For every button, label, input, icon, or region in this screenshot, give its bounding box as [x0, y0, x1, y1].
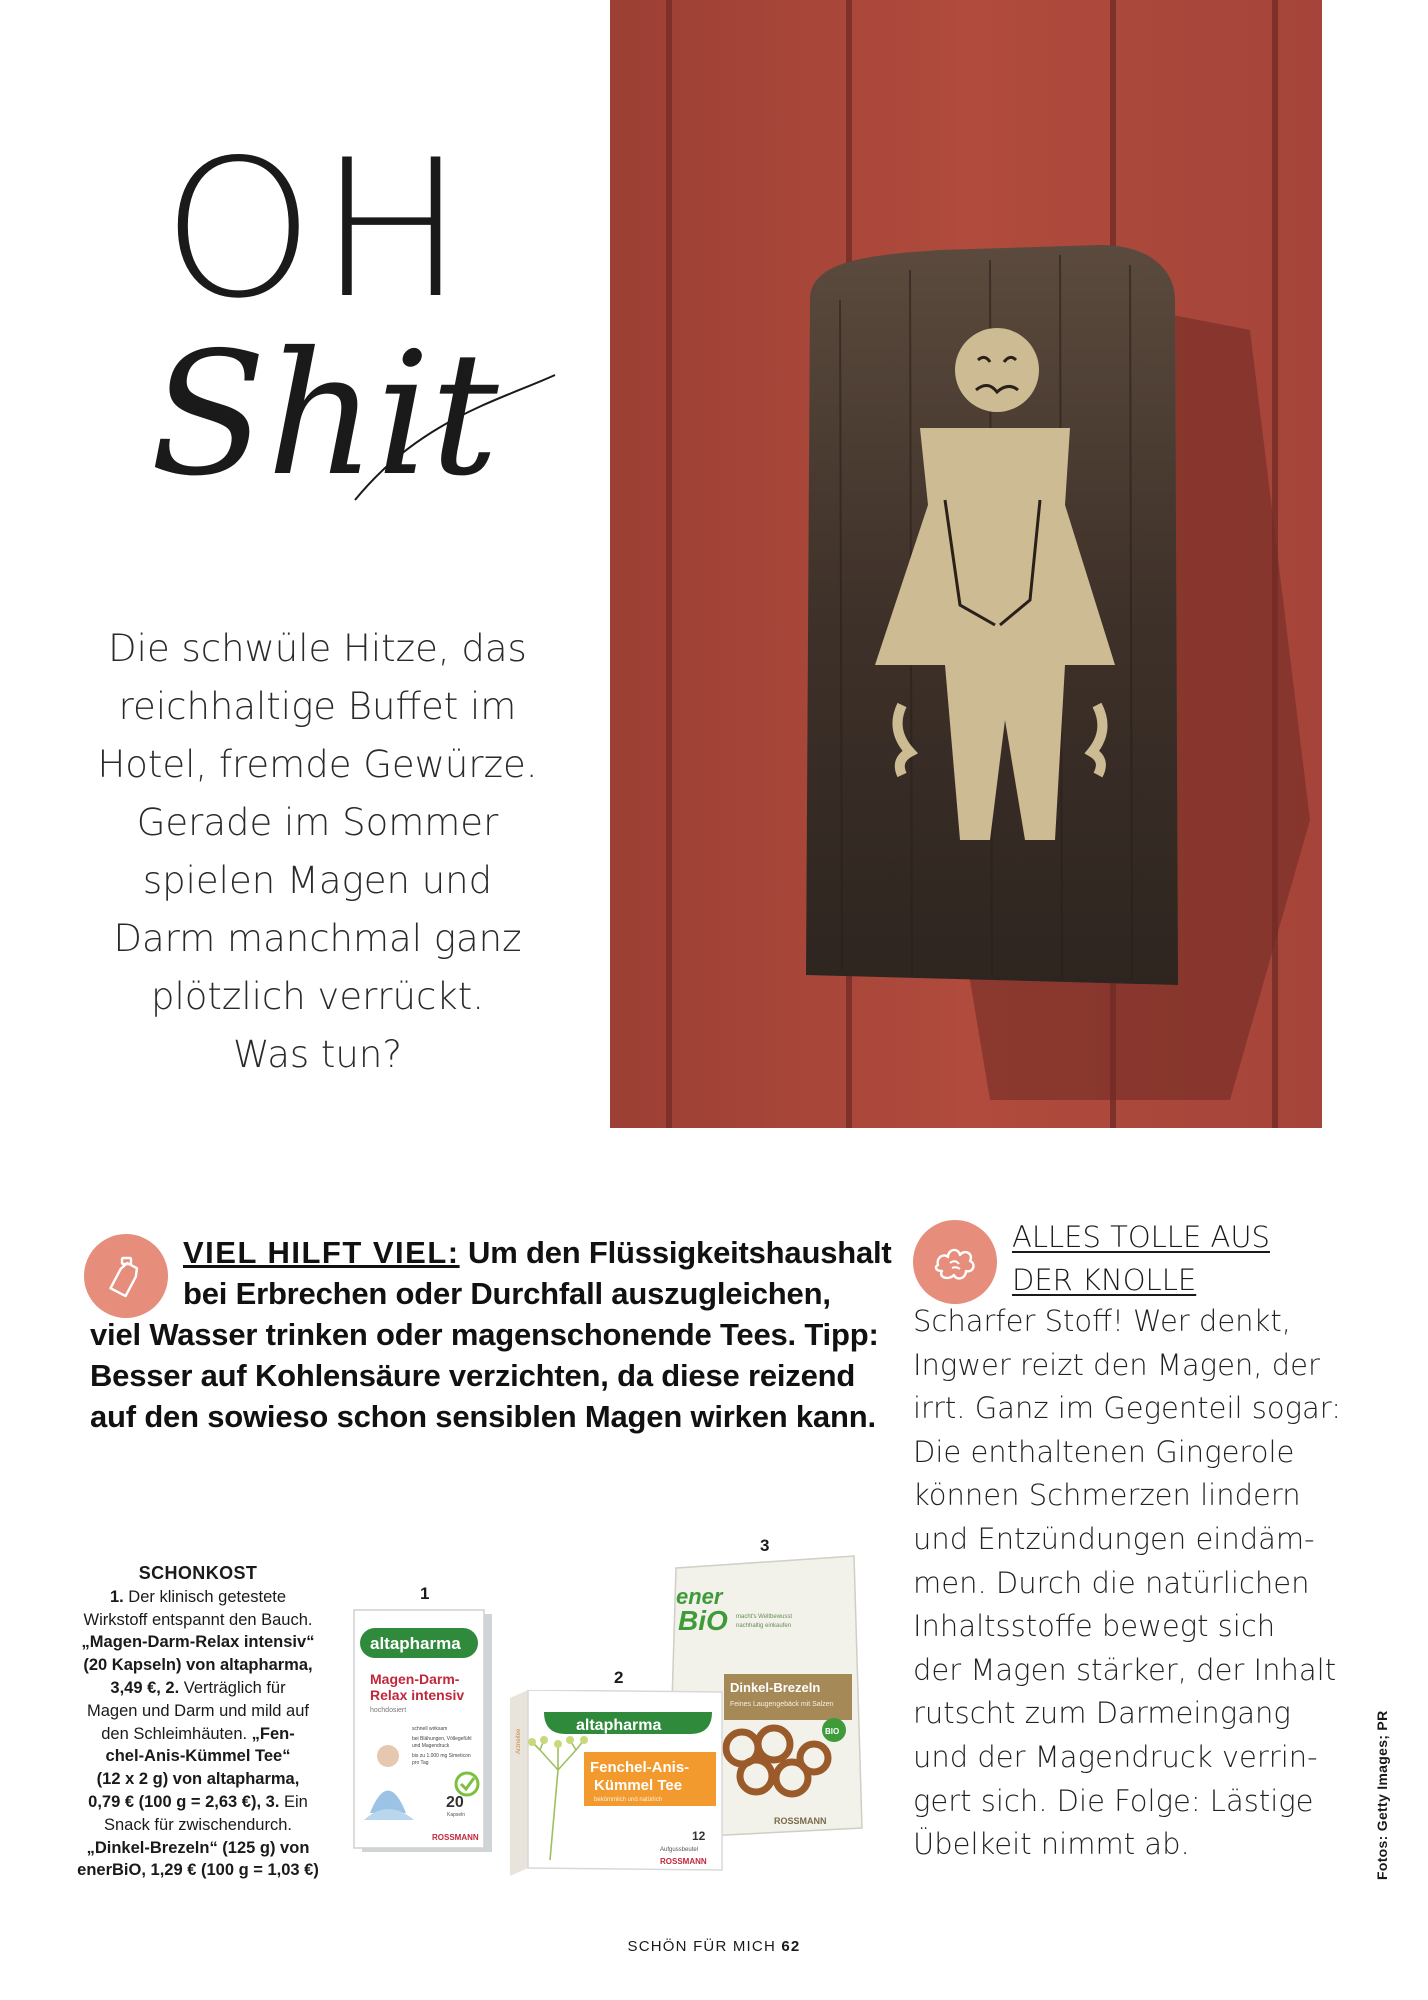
tip-line-text: Um den Flüssigkeitshaushalt — [459, 1235, 892, 1270]
caption-line: 3,49 €, 2. Verträglich für — [110, 1678, 286, 1697]
product-2-side-label: Arzneitee — [516, 1728, 522, 1754]
pretzel-product-sub: Feines Laugengebäck mit Salzen — [730, 1701, 834, 1708]
tip-first-line — [90, 1232, 892, 1273]
caption-line: Magen und Darm und mild auf — [87, 1701, 309, 1720]
product-1-bullet: und Magendruck — [412, 1743, 450, 1749]
product-number-3: 3 — [760, 1536, 770, 1555]
headline-swash-decoration — [140, 360, 560, 540]
product-magen-darm-relax — [352, 1608, 504, 1858]
product-1-bullet: bei Blähungen, Völlegefühl — [412, 1736, 472, 1742]
intro-line: Darm manchmal ganz — [113, 917, 522, 960]
ginger-icon-badge — [913, 1220, 997, 1304]
ginger-line: Scharfer Stoff! Wer denkt, — [913, 1304, 1291, 1338]
ginger-line: rutscht zum Darmeingang — [913, 1696, 1291, 1731]
ginger-heading — [1012, 1216, 1312, 1302]
product-1-name: Relax intensiv — [370, 1687, 465, 1703]
tip-line: viel Wasser trinken oder magenschonende Tees. Tipp: — [90, 1317, 879, 1352]
enerbio-tagline: nachhaltig einkaufen — [736, 1623, 792, 1629]
ginger-line: Inhaltsstoffe bewegt sich — [913, 1609, 1276, 1644]
schonkost-caption — [62, 1562, 334, 1882]
product-2-name: Fenchel-Anis- — [590, 1759, 690, 1776]
product-1-count-label: Kapseln — [447, 1812, 466, 1818]
product-2-sub: bekömmlich und natürlich — [594, 1797, 663, 1803]
intro-line: Die schwüle Hitze, das — [108, 627, 527, 670]
altapharma-logo: altapharma — [576, 1717, 662, 1734]
page-number: 62 — [781, 1938, 801, 1955]
caption-line: „Magen-Darm-Relax intensiv“ — [81, 1633, 315, 1652]
rossmann-logo: ROSSMANN — [432, 1833, 479, 1842]
ginger-line: der Magen stärker, der Inhalt — [913, 1652, 1337, 1687]
ginger-line: Die enthaltenen Gingerole — [913, 1434, 1295, 1469]
tip-line: Besser auf Kohlensäure verzichten, da diese reizend — [90, 1358, 856, 1393]
bio-badge: BIO — [825, 1727, 840, 1736]
page-footer — [0, 1938, 1428, 1955]
caption-line: enerBiO, 1,29 € (100 g = 1,03 €) — [77, 1861, 319, 1880]
ginger-paragraph — [913, 1300, 1341, 1867]
caption-line: 0,79 € (100 g = 2,63 €), 3. Ein — [88, 1792, 308, 1811]
product-2-count: 12 — [692, 1829, 706, 1843]
enerbio-logo: ener — [676, 1584, 723, 1609]
intro-line: spielen Magen und — [142, 859, 493, 902]
product-2-name: Kümmel Tee — [594, 1777, 683, 1794]
tip-line: bei Erbrechen oder Durchfall auszugleichen, — [183, 1276, 831, 1311]
caption-line: chel-Anis-Kümmel Tee“ — [105, 1747, 291, 1766]
ginger-line: und der Magendruck verrin- — [913, 1739, 1318, 1774]
intro-line: Hotel, fremde Gewürze. — [97, 743, 538, 786]
caption-line: 1. Der klinisch getestete — [109, 1587, 287, 1606]
headline-oh: OH — [161, 119, 469, 340]
product-1-bullet: schnell wirksam — [412, 1726, 448, 1732]
product-number-1: 1 — [420, 1584, 430, 1603]
headline-shit: Shit — [150, 316, 499, 514]
photo-credit: Fotos: Getty Images; PR — [1374, 1710, 1390, 1880]
tip-paragraph — [90, 1232, 892, 1437]
ginger-line: men. Durch die natürlichen — [913, 1565, 1310, 1600]
ginger-icon — [928, 1235, 982, 1289]
product-fenchel-tee — [510, 1690, 728, 1878]
ginger-line: Übelkeit nimmt ab. — [913, 1827, 1190, 1862]
product-2-count-label: Aufgussbeutel — [660, 1847, 699, 1853]
hero-photo-toilet-sign — [610, 0, 1322, 1128]
ginger-line: gert sich. Die Folge: Lästige — [913, 1783, 1314, 1818]
product-1-count: 20 — [446, 1794, 464, 1811]
intro-line: plötzlich verrückt. — [150, 975, 485, 1018]
tip-line: auf den sowieso schon sensiblen Magen wirken kann. — [90, 1399, 876, 1434]
intro-line: Was tun? — [233, 1033, 402, 1076]
altapharma-logo: altapharma — [370, 1634, 461, 1653]
product-1-bullet: pro Tag — [412, 1760, 429, 1766]
intro-lead — [95, 620, 540, 1084]
product-number-2: 2 — [614, 1668, 624, 1687]
enerbio-tagline: macht's Weltbewusst — [736, 1614, 793, 1620]
caption-line: „Dinkel-Brezeln“ (125 g) von — [86, 1838, 310, 1857]
caption-line: Snack für zwischendurch. — [103, 1815, 292, 1834]
ginger-line: Ingwer reizt den Magen, der — [913, 1347, 1320, 1382]
enerbio-logo-bio: BiO — [678, 1605, 728, 1636]
schonkost-title: SCHONKOST — [138, 1563, 258, 1583]
pretzel-product-name: Dinkel-Brezeln — [730, 1680, 821, 1695]
ginger-line: irrt. Ganz im Gegenteil sogar: — [913, 1391, 1341, 1426]
product-1-name: Magen-Darm- — [370, 1671, 460, 1687]
product-1-sub: hochdosiert — [370, 1707, 407, 1714]
product-1-bullet: bis zu 1.000 mg Simeticon — [412, 1753, 471, 1759]
ginger-heading-line: ALLES TOLLE AUS — [1012, 1220, 1270, 1254]
caption-line: Wirkstoff entspannt den Bauch. — [83, 1610, 313, 1629]
intro-line: reichhaltige Buffet im — [118, 685, 517, 728]
ginger-heading-line: DER KNOLLE — [1012, 1263, 1197, 1297]
ginger-line: können Schmerzen lindern — [913, 1478, 1301, 1513]
rossmann-logo: ROSSMANN — [774, 1816, 827, 1826]
tip-heading: VIEL HILFT VIEL: — [183, 1235, 460, 1270]
magazine-name: SCHÖN FÜR MICH — [627, 1938, 776, 1955]
ginger-line: und Entzündungen eindäm- — [913, 1521, 1315, 1556]
caption-line: (20 Kapseln) von altapharma, — [83, 1656, 313, 1675]
intro-line: Gerade im Sommer — [136, 801, 499, 844]
caption-line: (12 x 2 g) von altapharma, — [96, 1770, 300, 1789]
caption-line: den Schleimhäuten. „Fen- — [101, 1724, 295, 1743]
rossmann-logo: ROSSMANN — [660, 1857, 707, 1866]
